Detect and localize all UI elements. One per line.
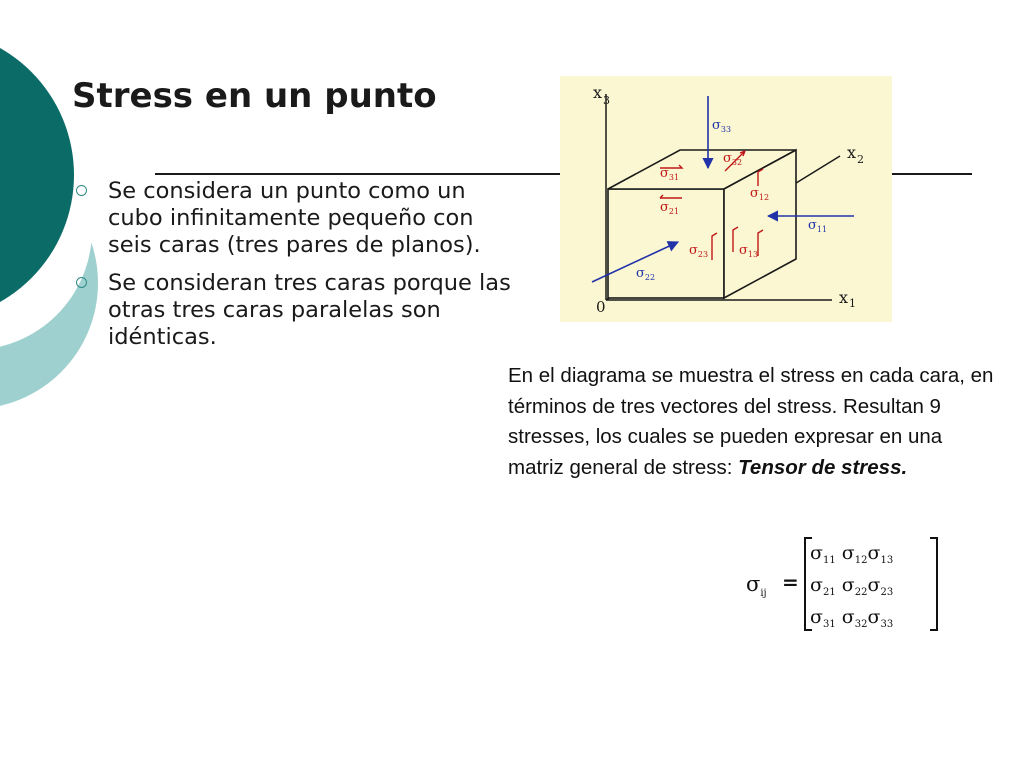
sigma31-sub: 31	[668, 173, 680, 182]
sigma12-sub: 12	[758, 193, 770, 202]
m22: 22	[854, 587, 868, 598]
sigma23-label: $\sigma_{23}$	[689, 243, 709, 259]
matrix-row: $\sigma_{31}$ $\sigma_{32}\sigma_{33}$	[810, 606, 894, 630]
right-bracket	[930, 538, 937, 630]
m11: 11	[822, 555, 836, 566]
bullet-item	[72, 270, 512, 351]
m23: 23	[880, 587, 894, 598]
m13: 13	[880, 555, 894, 566]
sigma31-label: $\sigma_{31}$	[660, 166, 680, 182]
m32: 32	[854, 619, 868, 630]
axis-label-x3: x	[593, 83, 603, 102]
title-divider-right	[892, 173, 972, 175]
sigma33-label: $\sigma_{33}$	[712, 118, 732, 134]
diagram-caption	[508, 361, 998, 483]
bullet-text: Se consideran tres caras porque las otras tres caras paralelas son idénticas.	[108, 270, 511, 350]
slide-title: Stress en un punto	[72, 76, 437, 116]
tensor-lhs: $\sigma_{ij}$	[746, 572, 767, 599]
sigma11-label: $\sigma_{11}$	[808, 218, 828, 234]
sigma22-sub: 22	[644, 273, 656, 282]
m12: 12	[854, 555, 868, 566]
circle-bullet-icon	[76, 277, 87, 288]
sigma21-sub: 21	[668, 207, 680, 216]
bullet-text: Se considera un punto como un cubo infinitamente pequeño con seis caras (tres pares de planos).	[108, 178, 481, 258]
m31: 31	[822, 619, 836, 630]
axis-sub-x2: 2	[857, 153, 864, 166]
axis-label-x1: x	[839, 288, 849, 307]
sigma22-label: $\sigma_{22}$	[636, 266, 656, 282]
axis-sub-x1: 1	[849, 297, 856, 310]
circle-bullet-icon	[76, 185, 87, 196]
m21: 21	[822, 587, 836, 598]
axis-sub-x3: 3	[603, 94, 610, 107]
origin-label: 0	[596, 298, 606, 316]
sigma23-sub: 23	[697, 250, 709, 259]
sigma11-sub: 11	[816, 225, 828, 234]
caption-emphasis: Tensor de stress.	[738, 455, 908, 479]
sigma33-sub: 33	[720, 125, 732, 134]
m33: 33	[880, 619, 894, 630]
sigma32-label: $\sigma_{32}$	[723, 151, 743, 167]
caption-text: En el diagrama se muestra el stress en cada cara, en términos de tres vectores del stress. Resultan 9 stresses, los cuales se pueden expresar en una matriz general de stress:	[508, 364, 994, 479]
sigma21-label: $\sigma_{21}$	[660, 200, 680, 216]
sigma32-sub: 32	[731, 158, 743, 167]
axis-label-x2: x	[847, 143, 857, 162]
sigma12-label: $\sigma_{12}$	[750, 186, 770, 202]
tensor-equals: =	[782, 570, 799, 594]
stress-cube-diagram	[560, 76, 892, 322]
bullet-list	[72, 178, 512, 362]
title-divider	[155, 173, 560, 175]
bullet-item	[72, 178, 512, 259]
sigma13-sub: 13	[747, 250, 759, 259]
matrix-row: $\sigma_{21}$ $\sigma_{22}\sigma_{23}$	[810, 574, 894, 598]
tensor-lhs-sub: ij	[760, 588, 767, 599]
matrix-row: $\sigma_{11}$ $\sigma_{12}\sigma_{13}$	[810, 542, 894, 566]
sigma13-label: $\sigma_{13}$	[739, 243, 759, 259]
stress-tensor-matrix	[742, 535, 942, 635]
